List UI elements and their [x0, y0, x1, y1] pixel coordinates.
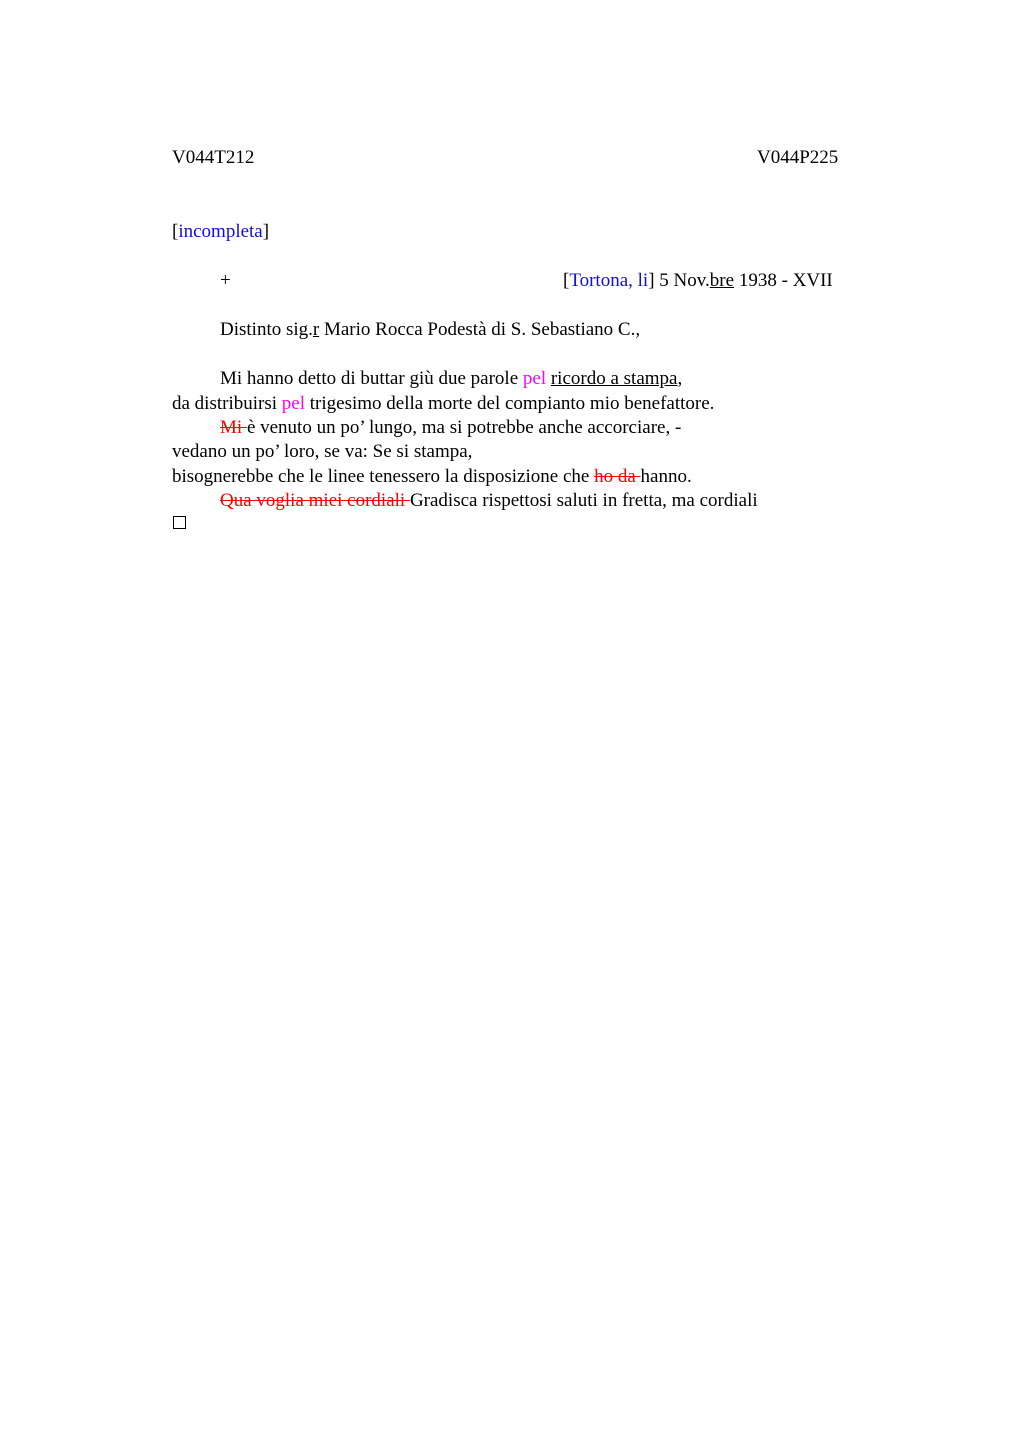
deleted-text: ho da: [594, 466, 641, 487]
dateline-year: 1938 - XVII: [734, 270, 833, 291]
body-line-5: [172, 465, 692, 489]
document-code-left: V044T212: [172, 147, 255, 168]
highlighted-word: pel: [522, 368, 547, 389]
body-text: bisognerebbe che le linee tenessero la disposizione che: [172, 466, 595, 487]
deleted-text: Mi: [220, 417, 247, 438]
status-label: incompleta: [178, 221, 263, 242]
salutation-abbr: r: [312, 319, 320, 340]
salutation: [220, 318, 640, 342]
body-text: Gradisca rispettosi saluti in fretta, ma cordiali: [409, 490, 758, 511]
underlined-phrase: ricordo a stampa: [550, 368, 678, 389]
body-text: ,: [677, 368, 683, 389]
body-line-3: [220, 416, 681, 440]
checkbox-square-mark: [173, 516, 186, 529]
dateline: [563, 269, 833, 293]
dateline-bracket-close: ]: [648, 270, 655, 291]
deleted-text: Qua voglia miei cordiali: [220, 490, 410, 511]
status-bracket-open: [: [172, 221, 179, 242]
body-line-1: [220, 367, 682, 391]
salutation-prefix: Distinto sig.: [220, 319, 313, 340]
document-code-right: V044P225: [757, 147, 839, 168]
body-text: trigesimo della morte del compianto mio benefattore.: [305, 393, 715, 414]
dateline-month-abbr: bre: [709, 270, 735, 291]
salutation-suffix: Mario Rocca Podestà di S. Sebastiano C.,: [319, 319, 641, 340]
highlighted-word: pel: [281, 393, 305, 414]
cross-mark: +: [220, 270, 231, 291]
closing-line: [220, 489, 758, 513]
body-line-4: vedano un po’ loro, se va: Se si stampa,: [172, 441, 473, 462]
status-annotation: [172, 220, 269, 244]
body-text: è venuto un po’ lungo, ma si potrebbe anche accorciare, -: [246, 417, 682, 438]
status-bracket-close: ]: [262, 221, 270, 242]
dateline-bracket-open: [: [563, 270, 570, 291]
dateline-day-month: 5 Nov.: [654, 270, 710, 291]
body-text: da distribuirsi: [172, 393, 282, 414]
dateline-place: Tortona, li: [569, 270, 649, 291]
body-text: Mi hanno detto di buttar giù due parole: [220, 368, 523, 389]
body-line-2: [172, 392, 714, 416]
body-text: hanno.: [640, 466, 692, 487]
